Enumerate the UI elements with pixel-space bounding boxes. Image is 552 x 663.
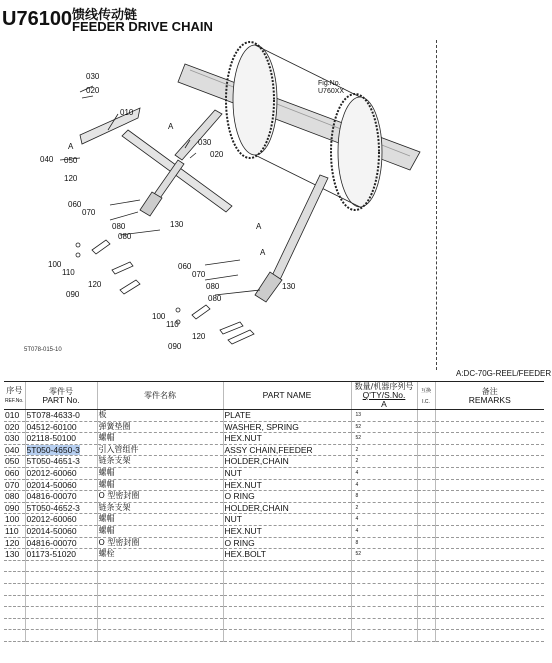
catalog-code: U76100	[2, 8, 73, 30]
cell-part-no: 02014-50060	[25, 479, 97, 491]
cell-part-name: PLATE	[223, 410, 351, 422]
cell-ref: 090	[4, 502, 25, 514]
cell-part-no: 01173-51020	[25, 549, 97, 561]
cell-ref: 100	[4, 514, 25, 526]
cell-ref: 030	[4, 433, 25, 445]
cell-ic	[417, 537, 435, 549]
callout-130: 130	[170, 220, 184, 229]
cell-qty: 2	[351, 444, 417, 456]
cell-remarks	[435, 421, 544, 433]
callout-120: 120	[88, 280, 102, 289]
cell-ic	[417, 479, 435, 491]
cell-ic	[417, 433, 435, 445]
callout-A: A	[256, 222, 262, 231]
header-qty: 数量/机器序列号 Q'TY/S.No. A	[351, 382, 417, 410]
table-row[interactable]	[4, 549, 544, 561]
cell-part-no: 02118-50100	[25, 433, 97, 445]
cell-part-no: 04816-00070	[25, 491, 97, 503]
model-applicability: A:DC-70G-REEL/FEEDER	[456, 369, 552, 378]
callout-030: 030	[86, 72, 100, 81]
cell-remarks	[435, 467, 544, 479]
callout-010: 010	[120, 108, 134, 117]
cell-name-cn: 螺帽	[97, 467, 223, 479]
cell-part-name: HEX.NUT	[223, 433, 351, 445]
table-row[interactable]	[4, 525, 544, 537]
callout-080: 080	[112, 222, 126, 231]
cell-remarks	[435, 491, 544, 503]
table-row[interactable]	[4, 421, 544, 433]
empty-row	[4, 630, 544, 642]
cell-name-cn: 螺帽	[97, 514, 223, 526]
cell-qty: 52	[351, 433, 417, 445]
cell-remarks	[435, 537, 544, 549]
table-row[interactable]	[4, 467, 544, 479]
cell-qty: 2	[351, 502, 417, 514]
cell-part-name: HOLDER,CHAIN	[223, 456, 351, 468]
cell-ic	[417, 514, 435, 526]
table-row[interactable]	[4, 514, 544, 526]
cell-name-cn: 螺帽	[97, 525, 223, 537]
cell-ic	[417, 410, 435, 422]
cell-qty: 8	[351, 537, 417, 549]
cell-qty: 52	[351, 421, 417, 433]
cell-ref: 040	[4, 444, 25, 456]
cell-ref: 120	[4, 537, 25, 549]
cell-qty: 8	[351, 491, 417, 503]
cell-remarks	[435, 410, 544, 422]
callout-080: 080	[118, 232, 132, 241]
cell-ref: 070	[4, 479, 25, 491]
cell-part-no	[25, 444, 97, 456]
cell-remarks	[435, 479, 544, 491]
table-row[interactable]	[4, 479, 544, 491]
cell-name-cn: 弹簧垫圈	[97, 421, 223, 433]
callout-070: 070	[192, 270, 206, 279]
callout-030: 030	[198, 138, 212, 147]
cell-name-cn: O 型密封圈	[97, 491, 223, 503]
callout-090: 090	[168, 342, 182, 351]
table-row[interactable]	[4, 444, 544, 456]
table-row[interactable]	[4, 502, 544, 514]
figure-number	[318, 80, 344, 96]
cell-qty: 52	[351, 549, 417, 561]
cell-part-name: HEX.NUT	[223, 525, 351, 537]
cell-part-name: O RING	[223, 537, 351, 549]
header-remarks: 备注 REMARKS	[435, 382, 544, 410]
cell-part-no: 04512-60100	[25, 421, 97, 433]
callout-100: 100	[152, 312, 166, 321]
cell-name-cn: 引入管组件	[97, 444, 223, 456]
cell-name-cn: 链条支架	[97, 502, 223, 514]
fig-no-value: U760XX	[318, 88, 345, 95]
callout-070: 070	[82, 208, 96, 217]
cell-name-cn: 链条支架	[97, 456, 223, 468]
cell-ic	[417, 549, 435, 561]
cell-qty: 4	[351, 514, 417, 526]
cell-part-name: HEX.NUT	[223, 479, 351, 491]
cell-ref: 010	[4, 410, 25, 422]
cell-qty: 4	[351, 467, 417, 479]
callout-110: 110	[166, 320, 179, 329]
cell-ref: 020	[4, 421, 25, 433]
cell-remarks	[435, 525, 544, 537]
empty-row	[4, 572, 544, 584]
cell-part-no: 02014-50060	[25, 525, 97, 537]
cell-part-name: HOLDER,CHAIN	[223, 502, 351, 514]
callout-A: A	[260, 248, 266, 257]
callout-A: A	[168, 122, 174, 131]
parts-table	[4, 381, 544, 642]
cell-ic	[417, 502, 435, 514]
header-part-no: 零件号 PART No.	[25, 382, 97, 410]
cell-name-cn: O 型密封圈	[97, 537, 223, 549]
empty-row	[4, 618, 544, 630]
callout-120: 120	[64, 174, 78, 183]
header-ref: 序号 REF.No.	[4, 382, 25, 410]
cell-remarks	[435, 514, 544, 526]
callout-020: 020	[86, 86, 100, 95]
cell-ic	[417, 456, 435, 468]
cell-part-name: HEX.BOLT	[223, 549, 351, 561]
callout-060: 060	[68, 200, 82, 209]
callout-090: 090	[66, 290, 80, 299]
callout-040: 040	[40, 155, 54, 164]
cell-remarks	[435, 456, 544, 468]
cell-remarks	[435, 433, 544, 445]
table-row[interactable]	[4, 410, 544, 422]
cell-part-no: 5T050-4651-3	[25, 456, 97, 468]
table-header-row	[4, 382, 544, 410]
empty-row	[4, 607, 544, 619]
cell-part-name: ASSY CHAIN,FEEDER	[223, 444, 351, 456]
header-name-cn: 零件名称	[97, 382, 223, 410]
cell-ic	[417, 525, 435, 537]
header-part-name: PART NAME	[223, 382, 351, 410]
drawing-code: 5T078-015-10	[24, 347, 62, 353]
callout-050: 050	[64, 156, 78, 165]
callout-080: 080	[206, 282, 220, 291]
selected-part-no: 5T050-4650-3	[26, 444, 80, 455]
title-chinese: 馈线传动链	[72, 8, 138, 23]
cell-part-no: 02012-60060	[25, 467, 97, 479]
cell-name-cn: 螺帽	[97, 479, 223, 491]
cell-ic	[417, 444, 435, 456]
cell-part-name: O RING	[223, 491, 351, 503]
exploded-view-drawing	[0, 40, 552, 370]
table-row[interactable]	[4, 433, 544, 445]
cell-part-name: NUT	[223, 467, 351, 479]
cell-part-name: NUT	[223, 514, 351, 526]
cell-part-no: 02012-60060	[25, 514, 97, 526]
cell-ref: 080	[4, 491, 25, 503]
cell-name-cn: 螺栓	[97, 549, 223, 561]
table-row[interactable]	[4, 456, 544, 468]
cell-ref: 060	[4, 467, 25, 479]
cell-ic	[417, 467, 435, 479]
cell-remarks	[435, 502, 544, 514]
callout-A: A	[68, 142, 74, 151]
cell-ref: 110	[4, 525, 25, 537]
callout-020: 020	[210, 150, 224, 159]
cell-ref: 130	[4, 549, 25, 561]
cell-remarks	[435, 549, 544, 561]
cell-part-name: WASHER, SPRING	[223, 421, 351, 433]
empty-row	[4, 595, 544, 607]
callout-110: 110	[62, 268, 75, 277]
cell-remarks	[435, 444, 544, 456]
cell-ref: 050	[4, 456, 25, 468]
cell-qty: 2	[351, 456, 417, 468]
callout-060: 060	[178, 262, 192, 271]
cell-qty: 4	[351, 479, 417, 491]
table-row[interactable]	[4, 491, 544, 503]
cell-part-no: 5T050-4652-3	[25, 502, 97, 514]
callout-100: 100	[48, 260, 62, 269]
table-row[interactable]	[4, 537, 544, 549]
title-english: FEEDER DRIVE CHAIN	[72, 19, 213, 34]
fig-no-label: Fig.No.	[318, 80, 341, 87]
header-ic: 互换 I.C.	[417, 382, 435, 410]
cell-name-cn: 螺帽	[97, 433, 223, 445]
empty-row	[4, 560, 544, 572]
empty-row	[4, 583, 544, 595]
cell-ic	[417, 491, 435, 503]
callout-080: 080	[208, 294, 222, 303]
cell-qty: 13	[351, 410, 417, 422]
cell-part-no: 04816-00070	[25, 537, 97, 549]
cell-part-no: 5T078-4633-0	[25, 410, 97, 422]
cell-ic	[417, 421, 435, 433]
callout-120: 120	[192, 332, 206, 341]
callout-130: 130	[282, 282, 296, 291]
cell-name-cn: 板	[97, 410, 223, 422]
cell-qty: 4	[351, 525, 417, 537]
